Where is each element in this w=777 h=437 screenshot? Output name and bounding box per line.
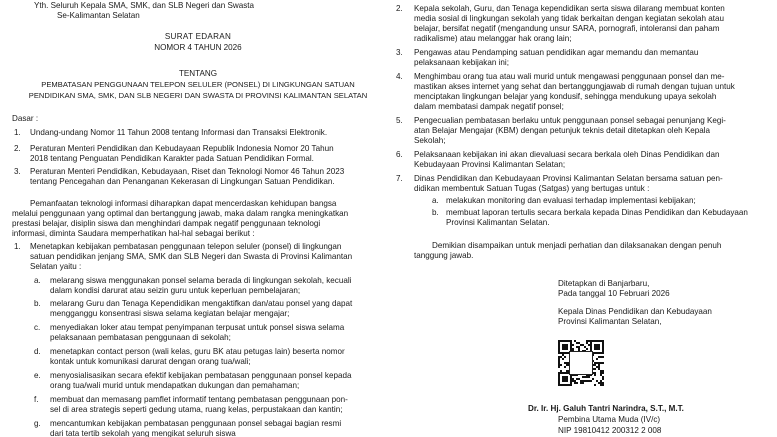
basis-num: 3. [14, 167, 21, 176]
sub-label: b. [34, 299, 41, 308]
item-line: Pengawas atau Pendamping satuan pendidikan agar memandu dan memantau [414, 48, 699, 57]
basis-item: Undang-undang Nomor 11 Tahun 2008 tentang Informasi dan Transaksi Elektronik. [30, 128, 328, 137]
item-line: radikalisme) atau melanggar hak orang lain; [414, 34, 572, 43]
sub-line: mencantumkan kebijakan pembatasan penggunaan ponsel sebagai bagian resmi [50, 419, 342, 428]
about-label: TENTANG [178, 69, 218, 78]
item-line: Sekolah; [414, 136, 446, 145]
subject-line-1: PEMBATASAN PENGGUNAAN TELEPON SELULER (PONSEL) DI LINGKUNGAN SATUAN [41, 80, 355, 89]
doc-type: SURAT EDARAN [164, 32, 232, 41]
item-line: pelaksanaan kebijakan ini; [414, 58, 509, 67]
signing-place: Ditetapkan di Banjarbaru, [558, 279, 650, 288]
sub-label: e. [34, 371, 41, 380]
item-line: Selatan yaitu : [30, 262, 82, 271]
intro-line: Pemanfaatan teknologi informasi diharapkan dapat mencerdaskan kehidupan bangsa [30, 199, 337, 208]
sub-line: dalam kondisi darurat atau seizin guru untuk keperluan pembelajaran; [50, 286, 301, 295]
official-role: Provinsi Kalimantan Selatan, [558, 317, 662, 326]
sub-label: a. [432, 196, 439, 205]
sub-line: menetapkan contact person (wali kelas, guru BK atau petugas lain) beserta nomor [50, 347, 345, 356]
sub-line: melakukan monitoring dan evaluasi terhadap implementasi kebijakan; [446, 196, 696, 205]
basis-title: Dasar : [12, 114, 39, 123]
item-line: menciptakan lingkungan belajar yang kondusif, sehingga mendukung upaya sekolah [414, 92, 717, 101]
item-line: atan Belajar Mengajar (KBM) dengan petunjuk teknis detail ditetapkan oleh Kepala [414, 126, 711, 135]
sub-line: menyediakan loker atau tempat penyimpanan terpusat untuk ponsel siswa selama [50, 323, 345, 332]
item-num: 1. [14, 242, 21, 251]
doc-number: NOMOR 4 TAHUN 2026 [154, 43, 242, 52]
item-num: 4. [396, 72, 403, 81]
basis-item: Peraturan Menteri Pendidikan dan Kebudayaan Republik Indonesia Nomor 20 Tahun [30, 144, 334, 153]
official-role: Kepala Dinas Pendidikan dan Kebudayaan [558, 307, 712, 316]
item-num: 3. [396, 48, 403, 57]
item-line: belajar, bersifat negatif (mengandung unsur SARA, pornografi, intoleransi dan paham [414, 24, 720, 33]
recipient-line-1: Yth. Seluruh Kepala SMA, SMK, dan SLB Negeri dan Swasta [34, 1, 255, 10]
sub-label: b. [432, 208, 439, 217]
item-line: satuan pendidikan jenjang SMA, SMK dan SLB Negeri dan Swasta di Provinsi Kalimantan [30, 252, 353, 261]
item-num: 7. [396, 174, 403, 183]
subject-line-2: PENDIDIKAN SMA, SMK, DAN SLB NEGERI DAN SWASTA DI PROVINSI KALIMANTAN SELATAN [28, 91, 368, 100]
item-line: dalam membatasi dampak negatif ponsel; [414, 102, 564, 111]
qr-code [558, 340, 604, 386]
item-num: 2. [396, 4, 403, 13]
intro-line: melalui penggunaan yang optimal dan bertanggung jawab, maka dalam rangka meningkatkan [12, 209, 349, 218]
item-line: mastikan akses internet yang sehat dan bertanggungjawab di rumah dengan tujuan untuk [414, 82, 735, 91]
item-line: media sosial di lingkungan sekolah yang tidak berkaitan dengan kegiatan sekolah atau [414, 14, 725, 23]
sub-line: melarang Guru dan Tenaga Kependidikan mengaktifkan dan/atau ponsel yang dapat [50, 299, 353, 308]
item-num: 5. [396, 116, 403, 125]
sub-line: membuat laporan tertulis secara berkala kepada Dinas Pendidikan dan Kebudayaan [446, 208, 748, 217]
recipient-line-2: Se-Kalimantan Selatan [57, 11, 140, 20]
item-line: Kebudayaan Provinsi Kalimantan Selatan; [414, 160, 566, 169]
sub-label: f. [34, 395, 39, 404]
sub-line: dari tata tertib sekolah yang mengikat seluruh siswa [50, 429, 236, 437]
sub-line: menyosialisasikan secara efektif kebijakan pembatasan penggunaan ponsel kepada [50, 371, 352, 380]
closing-line: Demikian disampaikan untuk menjadi perhatian dan dilaksanakan dengan penuh [432, 241, 722, 250]
intro-line: prestasi belajar, disiplin siswa dan menghindari dampak negatif penggunaan teknologi [12, 219, 321, 228]
item-line: Menghimbau orang tua atau wali murid untuk mengawasi penggunaan ponsel dan me- [414, 72, 725, 81]
item-line: Pengecualian pembatasan berlaku untuk penggunaan ponsel sebagai penunjang Kegi- [414, 116, 726, 125]
sub-label: g. [34, 419, 41, 428]
basis-item: 2018 tentang Penguatan Pendidikan Karakter pada Satuan Pendidikan Formal. [30, 154, 314, 163]
sub-line: mengganggu konsentrasi siswa selama kegiatan belajar mengajar; [50, 309, 290, 318]
item-line: didikan membentuk Satuan Tugas (Satgas) yang bertugas untuk : [414, 184, 650, 193]
sub-line: Provinsi Kalimantan Selatan. [446, 218, 550, 227]
item-line: Pelaksanaan kebijakan ini akan dievaluasi secara berkala oleh Dinas Pendidikan dan [414, 150, 720, 159]
item-line: Dinas Pendidikan dan Kebudayaan Provinsi Kalimantan Selatan bersama satuan pen- [414, 174, 723, 183]
basis-item: tentang Pencegahan dan Penanganan Kekerasan di Lingkungan Satuan Pendidikan. [30, 177, 335, 186]
basis-num: 1. [14, 128, 21, 137]
sub-label: c. [34, 323, 41, 332]
seal-icon [569, 351, 593, 375]
official-rank: Pembina Utama Muda (IV/c) [558, 415, 661, 424]
sub-line: membuat dan memasang pamflet informatif tentang pembatasan penggunaan pon- [50, 395, 348, 404]
intro-line: informasi, diminta Saudara memperhatikan hal-hal sebagai berikut : [12, 229, 255, 238]
basis-item: Peraturan Menteri Pendidikan, Kebudayaan, Riset dan Teknologi Nomor 46 Tahun 2023 [30, 167, 345, 176]
closing-line: tanggung jawab. [414, 251, 474, 260]
sub-line: pelaksanaan pembatasan penggunaan di sekolah; [50, 333, 231, 342]
sub-label: a. [34, 276, 41, 285]
item-line: Kepala sekolah, Guru, dan Tenaga kependidikan serta siswa dilarang membuat konten [414, 4, 725, 13]
sub-label: d. [34, 347, 41, 356]
sub-line: melarang siswa menggunakan ponsel selama berada di lingkungan sekolah, kecuali [50, 276, 352, 285]
sub-line: sel di area strategis seperti gedung utama, ruang kelas, perpustakaan dan kantin; [50, 405, 343, 414]
official-nip: NIP 19810412 200312 2 008 [558, 426, 662, 435]
item-num: 6. [396, 150, 403, 159]
sub-line: orang tua/wali murid untuk mendapatkan dukungan dan pemahaman; [50, 381, 300, 390]
sub-line: kontak untuk komunikasi darurat dengan orang tua/wali; [50, 357, 251, 366]
basis-num: 2. [14, 144, 21, 153]
item-line: Menetapkan kebijakan pembatasan penggunaan telepon seluler (ponsel) di lingkungan [30, 242, 342, 251]
official-name: Dr. Ir. Hj. Galuh Tantri Narindra, S.T., M.T. [528, 404, 684, 413]
signing-date: Pada tanggal 10 Februari 2026 [558, 289, 670, 298]
